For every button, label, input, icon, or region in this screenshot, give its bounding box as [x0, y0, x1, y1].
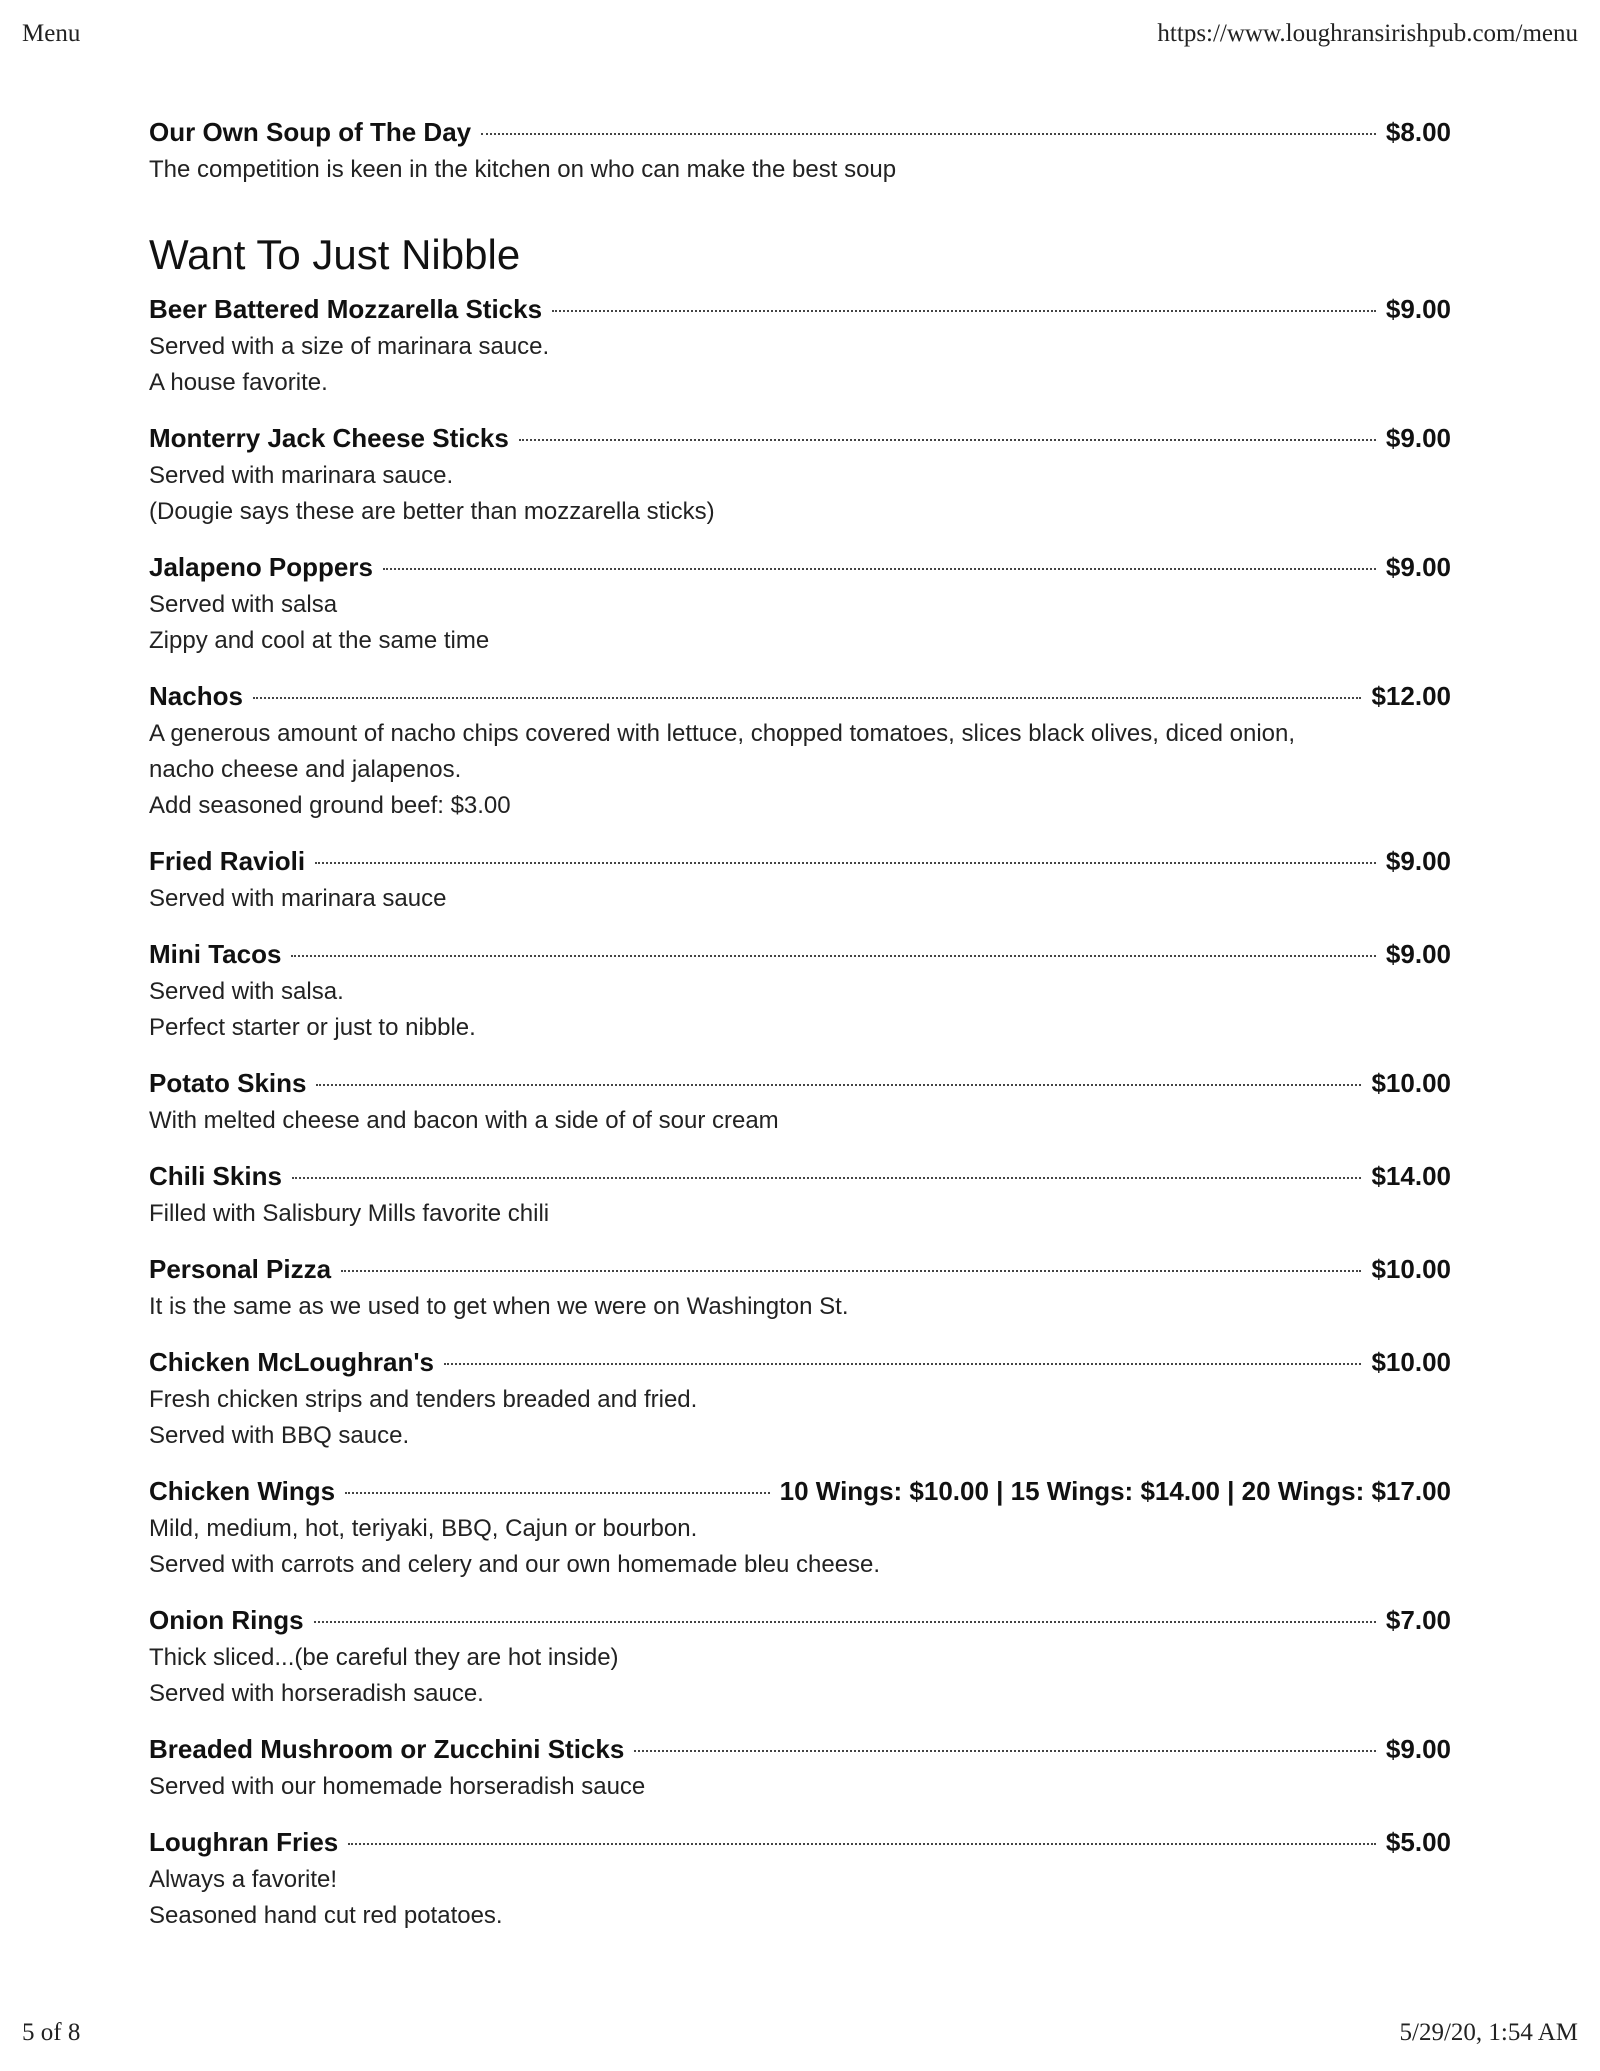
- description-line: Filled with Salisbury Mills favorite chili: [149, 1200, 550, 1227]
- page-header-url: https://www.loughransirishpub.com/menu: [1157, 20, 1578, 47]
- description-line: Served with marinara sauce: [149, 885, 447, 912]
- menu-item: [149, 939, 1451, 1046]
- menu-item-price: $9.00: [1385, 423, 1451, 453]
- description-line: (Dougie says these are better than mozzarella sticks): [149, 498, 715, 525]
- leader-dots: [316, 1084, 1361, 1086]
- description-line: Served with BBQ sauce.: [149, 1422, 410, 1449]
- menu-item-price: $7.00: [1385, 1605, 1451, 1635]
- description-line: With melted cheese and bacon with a side of of sour cream: [149, 1107, 779, 1134]
- menu-item: [149, 1734, 1451, 1805]
- menu-item-description: [149, 587, 1451, 659]
- menu-item-name: Nachos: [149, 681, 243, 711]
- menu-item: [149, 1254, 1451, 1325]
- description-line: nacho cheese and jalapenos.: [149, 756, 462, 783]
- leader-dots: [341, 1270, 1361, 1272]
- print-timestamp: 5/29/20, 1:54 AM: [1399, 2019, 1578, 2046]
- menu-item-name: Mini Tacos: [149, 939, 282, 969]
- menu-item: [149, 1476, 1451, 1583]
- description-line: Mild, medium, hot, teriyaki, BBQ, Cajun or bourbon.: [149, 1515, 698, 1542]
- description-line: It is the same as we used to get when we were on Washington St.: [149, 1293, 849, 1320]
- menu-item-description: [149, 1640, 1451, 1712]
- description-line: Fresh chicken strips and tenders breaded and fried.: [149, 1386, 698, 1413]
- menu-item-price: 10 Wings: $10.00 | 15 Wings: $14.00 | 20 Wings: $17.00: [779, 1476, 1451, 1506]
- menu-item-name: Beer Battered Mozzarella Sticks: [149, 294, 543, 324]
- menu-item-price: $10.00: [1371, 1068, 1451, 1098]
- leader-dots: [481, 133, 1376, 135]
- menu-item-list: [149, 294, 1451, 1934]
- menu-content: [149, 117, 1451, 1956]
- menu-item-description: [149, 1511, 1451, 1583]
- page-number: 5 of 8: [22, 2019, 81, 2046]
- description-line: Served with horseradish sauce.: [149, 1680, 484, 1707]
- menu-item-name: Loughran Fries: [149, 1827, 339, 1857]
- leader-dots: [292, 1177, 1362, 1179]
- description-line: Seasoned hand cut red potatoes.: [149, 1902, 503, 1929]
- menu-item-description: [149, 1769, 1451, 1805]
- section-title: Want To Just Nibble: [149, 231, 521, 278]
- menu-item: [149, 423, 1451, 530]
- menu-item: [149, 117, 1451, 188]
- leader-dots: [253, 697, 1362, 699]
- leader-dots: [552, 310, 1376, 312]
- page-header-title: Menu: [22, 20, 81, 47]
- leader-dots: [444, 1363, 1361, 1365]
- menu-item-name: Onion Rings: [149, 1605, 304, 1635]
- menu-item-description: [149, 881, 1451, 917]
- menu-item-description: [149, 1382, 1451, 1454]
- menu-item-description: [149, 152, 1451, 188]
- menu-item-name: Chili Skins: [149, 1161, 282, 1191]
- menu-item-price: $9.00: [1385, 294, 1451, 324]
- menu-item: [149, 1347, 1451, 1454]
- leader-dots: [634, 1750, 1376, 1752]
- menu-item: [149, 1068, 1451, 1139]
- menu-item-price: $9.00: [1385, 1734, 1451, 1764]
- leader-dots: [383, 568, 1376, 570]
- menu-item-name: Monterry Jack Cheese Sticks: [149, 423, 509, 453]
- menu-item: [149, 294, 1451, 401]
- menu-item-price: $9.00: [1385, 846, 1451, 876]
- menu-item: [149, 1827, 1451, 1934]
- description-line: A house favorite.: [149, 369, 328, 396]
- leader-dots: [348, 1843, 1376, 1845]
- menu-item-price: $10.00: [1371, 1347, 1451, 1377]
- menu-item-name: Breaded Mushroom or Zucchini Sticks: [149, 1734, 625, 1764]
- menu-item-description: [149, 458, 1451, 530]
- menu-item: [149, 1161, 1451, 1232]
- description-line: Served with carrots and celery and our own homemade bleu cheese.: [149, 1551, 881, 1578]
- menu-item: [149, 846, 1451, 917]
- menu-item-name: Chicken Wings: [149, 1476, 336, 1506]
- menu-item-description: [149, 974, 1451, 1046]
- description-line: Served with salsa.: [149, 978, 344, 1005]
- menu-item-name: Potato Skins: [149, 1068, 307, 1098]
- menu-item-name: Fried Ravioli: [149, 846, 306, 876]
- menu-item-name: Personal Pizza: [149, 1254, 332, 1284]
- menu-item: [149, 552, 1451, 659]
- description-line: Always a favorite!: [149, 1866, 338, 1893]
- leader-dots: [315, 862, 1376, 864]
- menu-item-name: Chicken McLoughran's: [149, 1347, 434, 1377]
- menu-item-description: [149, 329, 1451, 401]
- menu-item-name: Our Own Soup of The Day: [149, 117, 472, 147]
- description-line: Zippy and cool at the same time: [149, 627, 490, 654]
- menu-item-description: [149, 1103, 1451, 1139]
- leader-dots: [345, 1492, 769, 1494]
- leader-dots: [519, 439, 1376, 441]
- menu-item-price: $9.00: [1385, 939, 1451, 969]
- menu-item-price: $14.00: [1371, 1161, 1451, 1191]
- menu-item: [149, 681, 1451, 824]
- menu-item-price: $12.00: [1371, 681, 1451, 711]
- description-line: A generous amount of nacho chips covered with lettuce, chopped tomatoes, slices black olives, diced onion,: [149, 720, 1296, 747]
- menu-item-description: [149, 1196, 1451, 1232]
- description-line: The competition is keen in the kitchen on who can make the best soup: [149, 156, 897, 183]
- description-line: Perfect starter or just to nibble.: [149, 1014, 476, 1041]
- description-line: Served with marinara sauce.: [149, 462, 454, 489]
- menu-item-price: $9.00: [1385, 552, 1451, 582]
- leader-dots: [314, 1621, 1376, 1623]
- description-line: Served with salsa: [149, 591, 338, 618]
- menu-item-price: $8.00: [1385, 117, 1451, 147]
- menu-item-description: [149, 1289, 1451, 1325]
- description-line: Thick sliced...(be careful they are hot inside): [149, 1644, 619, 1671]
- leader-dots: [291, 955, 1375, 957]
- description-line: Served with a size of marinara sauce.: [149, 333, 550, 360]
- description-line: Add seasoned ground beef: $3.00: [149, 792, 511, 819]
- menu-item-description: [149, 1862, 1451, 1934]
- description-line: Served with our homemade horseradish sauce: [149, 1773, 646, 1800]
- menu-item-price: $10.00: [1371, 1254, 1451, 1284]
- menu-item-name: Jalapeno Poppers: [149, 552, 373, 582]
- menu-item: [149, 1605, 1451, 1712]
- menu-item-price: $5.00: [1385, 1827, 1451, 1857]
- menu-item-description: [149, 716, 1451, 824]
